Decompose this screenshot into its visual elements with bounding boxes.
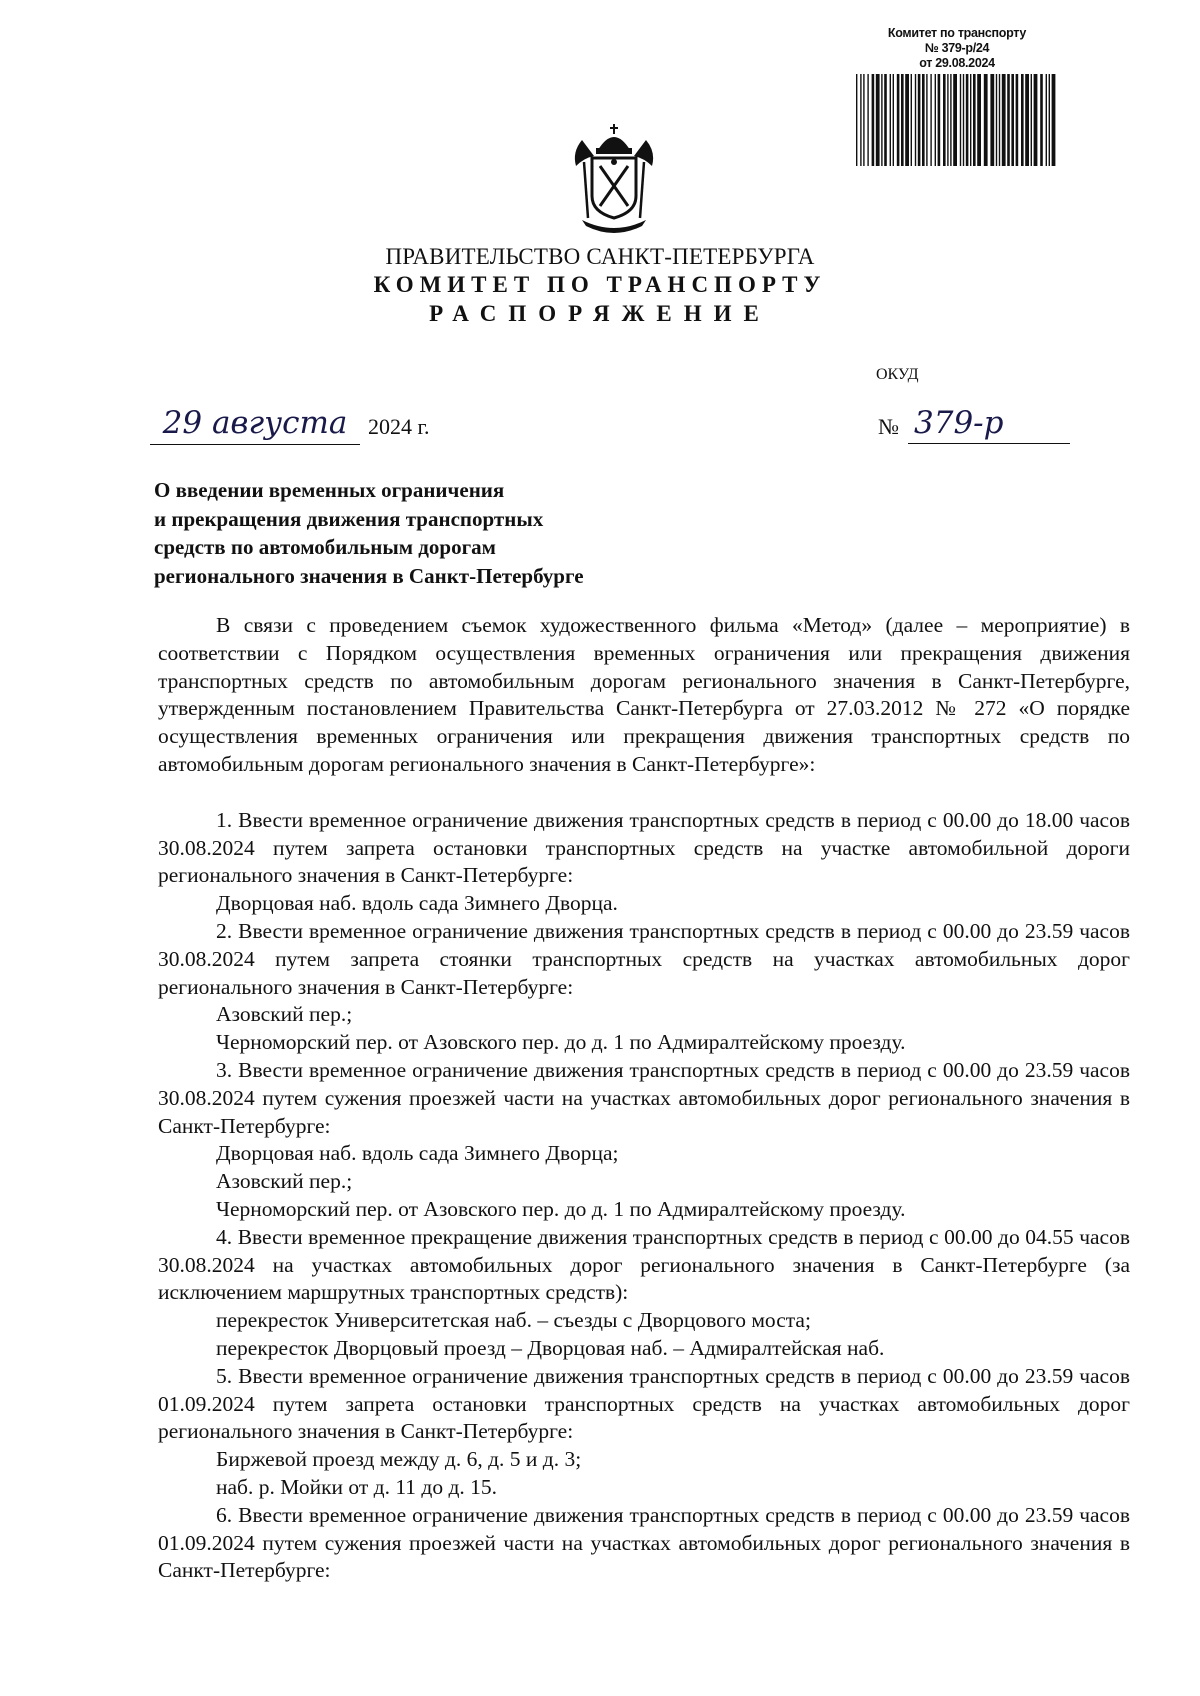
point-text: 5. Ввести временное ограничение движения транспортных средств в период с 00.00 до 23.59 часов 01.09.2024 путем запрета остановки транспортных средств на участках автомобильных дорог регионального значения в Санкт-Петербурге: (158, 1363, 1130, 1444)
saint-petersburg-coat-of-arms-icon (568, 122, 660, 238)
preamble: В связи с проведением съемок художественного фильма «Метод» (далее – мероприятие) в соответствии с Порядком осуществления временных ограничения или прекращения движения транспортных средств по автомобильным дорогам регионального значения в Санкт-Петербурге, утвержденным постановлением Правительства Санкт-Петербурга от 27.03.2012 № 272 «О порядке осуществления временных ограничения или прекращения движения транспортных средств по автомобильным дорогам регионального значения в Санкт-Петербурге»: (158, 613, 1130, 776)
document-type: РАСПОРЯЖЕНИЕ (429, 301, 771, 326)
registration-stamp (852, 26, 1062, 166)
stamp-committee: Комитет по транспорту (887, 26, 1027, 40)
point-text: 6. Ввести временное ограничение движения транспортных средств в период с 00.00 до 23.59 часов 01.09.2024 путем сужения проезжей части на участках автомобильных дорог регионального значения в Санкт-Петербурге: (158, 1502, 1130, 1583)
point-item: Биржевой проезд между д. 6, д. 5 и д. 3; (216, 1447, 582, 1472)
number-sign: № (878, 414, 899, 439)
stamp-date: от 29.08.2024 (919, 56, 995, 70)
okud-label: ОКУД (876, 366, 919, 383)
handwritten-date: 29 августа (150, 404, 360, 445)
date-year: 2024 г. (368, 414, 430, 439)
subject-line: и прекращения движения транспортных (154, 506, 544, 531)
point-item: Азовский пер.; (216, 1169, 353, 1194)
committee-title: КОМИТЕТ ПО ТРАНСПОРТУ (373, 272, 827, 297)
point-item: Черноморский пер. от Азовского пер. до д. 1 по Адмиралтейскому проезду. (216, 1030, 906, 1055)
subject-line: О введении временных ограничения (154, 478, 505, 502)
handwritten-number: 379-р (908, 404, 1070, 444)
point-item: наб. р. Мойки от д. 11 до д. 15. (216, 1474, 498, 1499)
point-item: Азовский пер.; (216, 1002, 353, 1027)
subject-line: средств по автомобильным дорогам (154, 535, 496, 559)
point-text: 2. Ввести временное ограничение движения транспортных средств в период с 00.00 до 23.59 часов 30.08.2024 путем запрета стоянки транспортных средств на участках автомобильных дорог регионального значения в Санкт-Петербурге: (158, 918, 1130, 999)
document-body (158, 612, 1130, 1585)
point-item: перекресток Дворцовый проезд – Дворцовая наб. – Адмиралтейская наб. (216, 1335, 885, 1360)
government-title: ПРАВИТЕЛЬСТВО САНКТ-ПЕТЕРБУРГА (385, 244, 815, 269)
subject-line: регионального значения в Санкт-Петербурге (154, 563, 584, 588)
point-text: 3. Ввести временное ограничение движения транспортных средств в период с 00.00 до 23.59 часов 30.08.2024 путем сужения проезжей части на участках автомобильных дорог регионального значения в Санкт-Петербурге: (158, 1057, 1130, 1138)
point-text: 4. Ввести временное прекращение движения транспортных средств в период с 00.00 до 04.55 часов 30.08.2024 на участках автомобильных дорог регионального значения в Санкт-Петербурге (за исключением маршрутных транспортных средств): (158, 1224, 1130, 1305)
point-item: Дворцовая наб. вдоль сада Зимнего Дворца. (216, 891, 618, 916)
point-item: Дворцовая наб. вдоль сада Зимнего Дворца; (216, 1141, 619, 1166)
stamp-number: № 379-р/24 (924, 41, 990, 55)
point-item: Черноморский пер. от Азовского пер. до д. 1 по Адмиралтейскому проезду. (216, 1196, 906, 1221)
point-item: перекресток Университетская наб. – съезды с Дворцового моста; (216, 1308, 811, 1333)
document-subject (154, 476, 584, 590)
barcode-icon (854, 74, 1060, 166)
point-text: 1. Ввести временное ограничение движения транспортных средств в период с 00.00 до 18.00 часов 30.08.2024 путем запрета остановки транспортных средств на участке автомобильной дороги регионального значения в Санкт-Петербурге: (158, 807, 1130, 888)
